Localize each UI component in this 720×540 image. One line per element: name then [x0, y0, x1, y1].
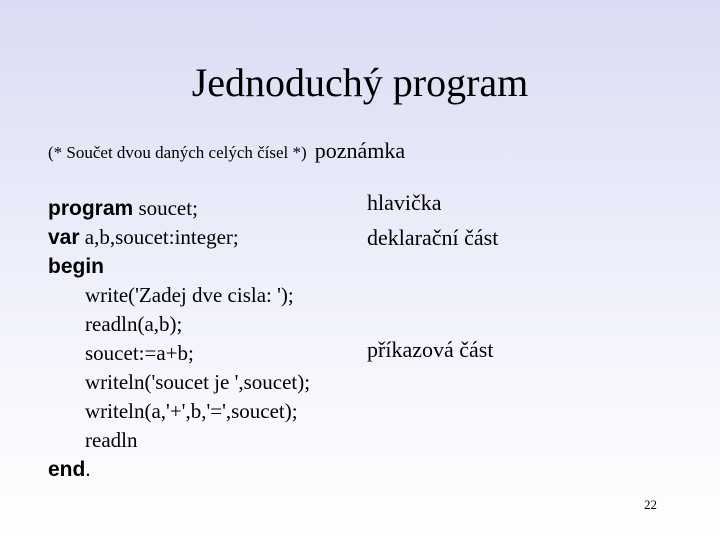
code-block — [48, 194, 310, 484]
code-line-statement: soucet:=a+b; — [85, 341, 194, 365]
code-line-statement: readln — [85, 428, 138, 452]
slide-title: Jednoduchý program — [191, 60, 529, 105]
keyword-program: program — [48, 197, 134, 220]
code-line-end — [48, 455, 310, 484]
var-declaration: a,b,soucet:integer; — [79, 225, 239, 249]
comment-row — [48, 138, 405, 164]
end-period: . — [85, 457, 91, 481]
slide-number: 22 — [644, 497, 657, 512]
keyword-end: end — [48, 458, 86, 481]
annotation-declaration: deklarační část — [367, 225, 499, 250]
program-name: soucet; — [133, 196, 198, 220]
code-line-statement: writeln(a,'+',b,'=',soucet); — [85, 399, 298, 423]
comment-annotation: poznámka — [314, 138, 406, 163]
annotation-statements: příkazová část — [367, 337, 494, 362]
code-line-var — [48, 223, 310, 252]
annotation-header: hlavička — [367, 190, 442, 215]
code-line-statement: write('Zadej dve cisla: '); — [85, 283, 294, 307]
code-line-statement: writeln('soucet je ',soucet); — [85, 370, 311, 394]
code-line-statement: readln(a,b); — [85, 312, 183, 336]
code-line-program — [48, 194, 310, 223]
keyword-begin: begin — [48, 255, 104, 278]
keyword-var: var — [48, 226, 80, 249]
code-line-begin — [48, 252, 310, 281]
code-comment: (* Součet dvou daných celých čísel *) — [48, 143, 307, 162]
